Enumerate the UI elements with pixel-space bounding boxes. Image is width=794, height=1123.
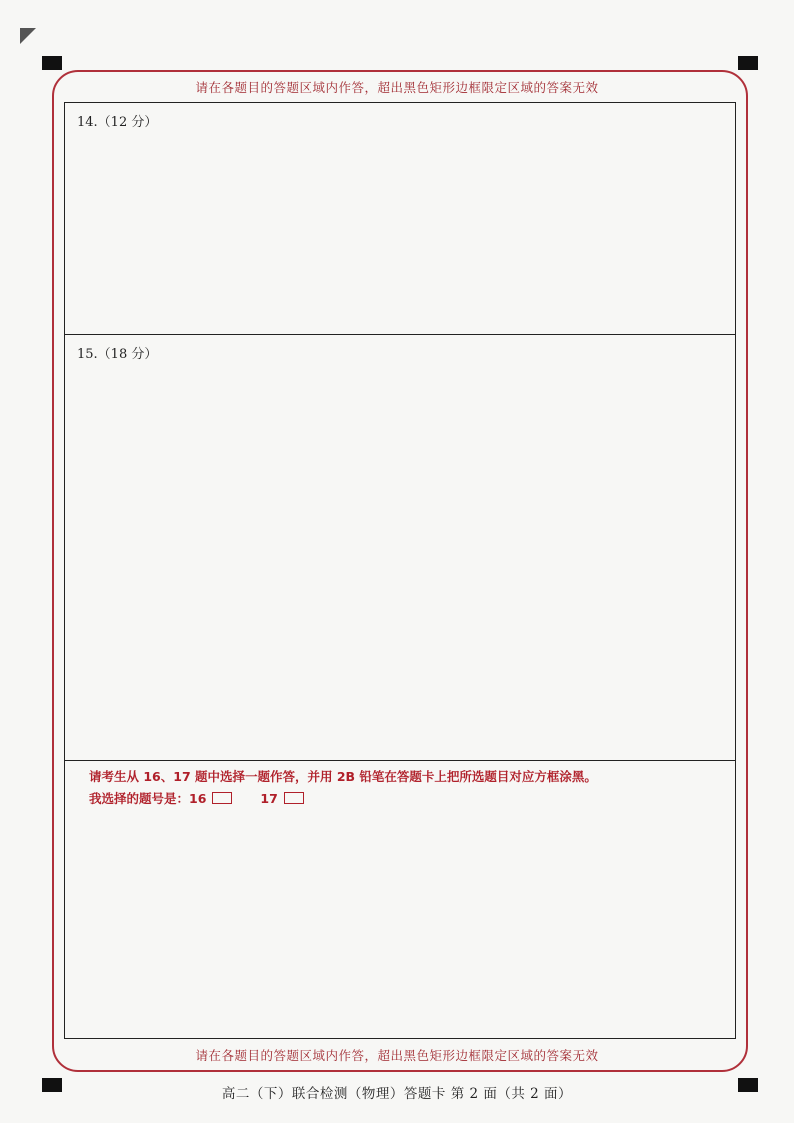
elective-prompt: 我选择的题号是： (89, 791, 190, 806)
option-17-label: 17 (260, 790, 278, 806)
elective-instruction: 请考生从 16、17 题中选择一题作答，并用 2B 铅笔在答题卡上把所选题目对应方框涂黑。 (89, 769, 597, 784)
option-16-checkbox[interactable] (212, 792, 232, 804)
elective-choice-line (89, 789, 332, 807)
answer-area-q15[interactable] (65, 334, 735, 760)
alignment-mark-top-right (738, 56, 758, 70)
bottom-notice: 请在各题目的答题区域内作答，超出黑色矩形边框限定区域的答案无效 (195, 1048, 599, 1063)
scan-fold-corner (20, 28, 36, 44)
page-footer: 高二（下）联合检测（物理）答题卡 第 2 面（共 2 面） (221, 1086, 573, 1102)
alignment-mark-top-left (42, 56, 62, 70)
question-15-label: 15.（18 分） (77, 347, 158, 362)
option-16-label: 16 (189, 790, 207, 806)
answer-area-q14[interactable] (65, 103, 735, 334)
option-17-checkbox[interactable] (284, 792, 304, 804)
answer-area-elective[interactable] (65, 760, 735, 1037)
answer-region-frame (64, 102, 736, 1039)
question-14-label: 14.（12 分） (77, 115, 158, 130)
top-notice: 请在各题目的答题区域内作答，超出黑色矩形边框限定区域的答案无效 (195, 80, 599, 95)
